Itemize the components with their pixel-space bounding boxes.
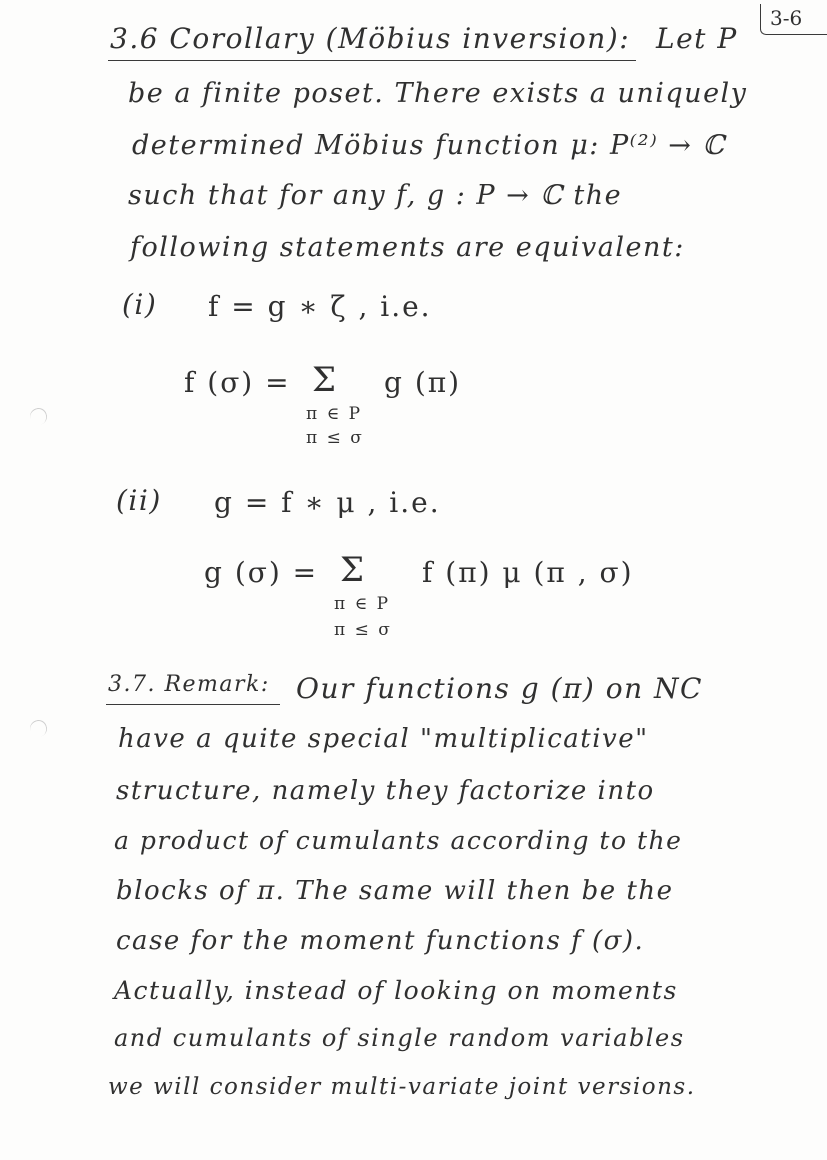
item-i-formula-rhs: g (π) (384, 366, 462, 399)
remark-line-3: structure, namely they factorize into (116, 776, 655, 806)
remark-heading-underline (106, 704, 280, 705)
remark-line-1: Our functions g (π) on NC (296, 672, 703, 705)
item-i-label: (i) (122, 288, 158, 321)
item-i-sum-index-1: π ∈ P (306, 404, 363, 424)
remark-line-5: blocks of π. The same will then be the (116, 876, 674, 906)
remark-line-2: have a quite special "multiplicative" (118, 724, 649, 754)
item-ii-formula-rhs: f (π) μ (π , σ) (422, 556, 634, 589)
item-i-sum-symbol: Σ (312, 360, 339, 400)
remark-line-7: Actually, instead of looking on moments (114, 976, 678, 1005)
corollary-heading-underline (108, 60, 636, 61)
remark-line-9: we will consider multi-variate joint versions. (108, 1074, 696, 1100)
item-ii-sum-index-1: π ∈ P (334, 594, 391, 614)
corollary-heading: 3.6 Corollary (Möbius inversion): (110, 22, 631, 55)
item-ii-sum-symbol: Σ (340, 550, 367, 590)
remark-line-6: case for the moment functions f (σ). (116, 926, 645, 956)
item-ii-sum-index-2: π ≤ σ (334, 620, 392, 640)
remark-line-8: and cumulants of single random variables (114, 1024, 685, 1052)
item-ii-statement: g = f ∗ μ , i.e. (214, 486, 441, 519)
corollary-line-5: following statements are equivalent: (130, 232, 685, 263)
remark-heading: 3.7. Remark: (108, 672, 270, 697)
item-ii-label: (ii) (116, 484, 162, 517)
item-i-sum-index-2: π ≤ σ (306, 428, 364, 448)
corollary-line-1: Let P (656, 22, 738, 55)
item-ii-formula-lhs: g (σ) = (204, 556, 319, 589)
corollary-line-2: be a finite poset. There exists a uniquely (128, 78, 748, 109)
remark-line-4: a product of cumulants according to the (114, 826, 683, 855)
item-i-formula-lhs: f (σ) = (184, 366, 291, 399)
corollary-line-3: determined Möbius function μ: P⁽²⁾ → ℂ (132, 130, 726, 161)
item-i-statement: f = g ∗ ζ , i.e. (208, 290, 432, 323)
punch-hole-mark-top (28, 406, 50, 428)
corollary-line-4: such that for any f, g : P → ℂ the (128, 180, 623, 211)
punch-hole-mark-bottom (28, 718, 50, 740)
page-label: 3-6 (770, 6, 803, 30)
